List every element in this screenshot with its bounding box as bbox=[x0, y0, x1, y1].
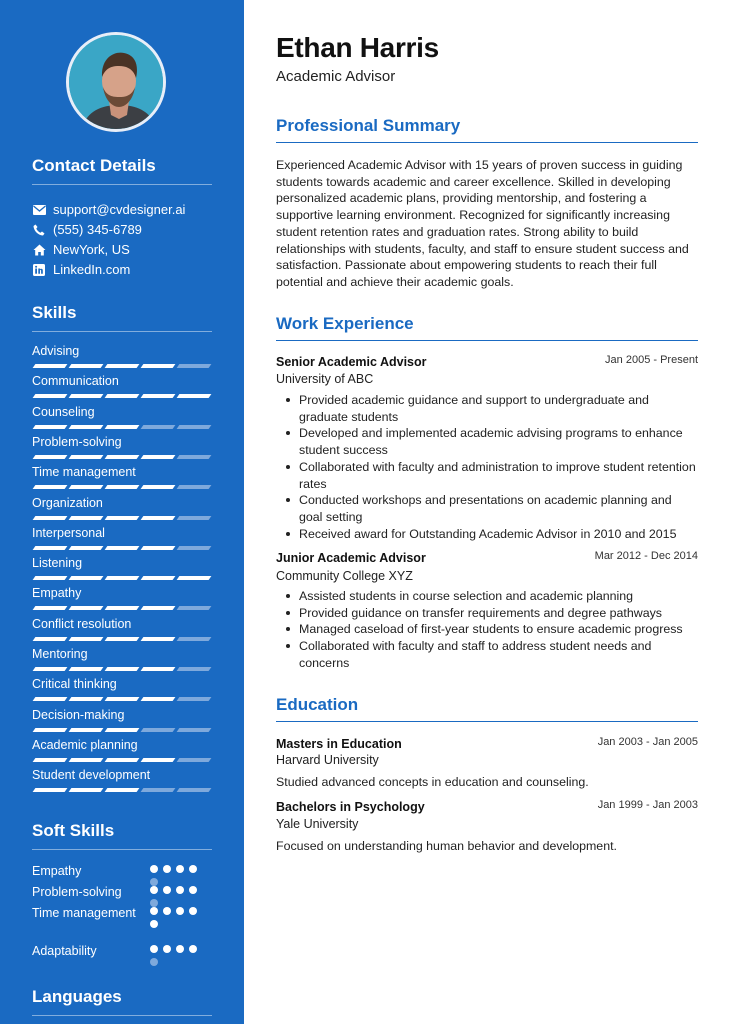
skill-level-segment bbox=[177, 576, 212, 580]
skill-label: Advising bbox=[32, 344, 80, 358]
skill-level-segment bbox=[33, 516, 68, 520]
skill-level-segment bbox=[141, 546, 176, 550]
skill-label: Critical thinking bbox=[32, 677, 117, 692]
rating-dot bbox=[150, 865, 158, 873]
summary-text: Experienced Academic Advisor with 15 years of proven success in guiding students towards academic and career excellence. Skilled in developing personalized academic plans, providing mentorship, and fostering a supportive learning environment. Recognized for significantly increasing student retention rates and graduation rates. Strong ability to build relationships with students, faculty, and staff to ensure student success and satisfaction. Passionate about empowering students to reach their full potential and achieve their academic goals. bbox=[276, 158, 689, 289]
job-title: Senior Academic Advisor bbox=[276, 355, 427, 369]
soft-skill-item bbox=[32, 942, 212, 960]
skill-level-segment bbox=[69, 485, 104, 489]
skill-level-segment bbox=[105, 364, 140, 368]
soft-skill-item bbox=[32, 904, 212, 922]
rating-dot bbox=[189, 886, 197, 894]
skill-level-bar bbox=[33, 606, 214, 610]
skill-level-segment bbox=[33, 485, 68, 489]
skill-item bbox=[32, 768, 212, 792]
skill-level-bar bbox=[33, 637, 214, 641]
skill-level-segment bbox=[33, 425, 68, 429]
skill-level-segment bbox=[105, 728, 140, 732]
school-name: Harvard University bbox=[276, 753, 379, 767]
phone-icon bbox=[32, 223, 46, 237]
job-org: Community College XYZ bbox=[276, 569, 413, 583]
skill-level-segment bbox=[69, 606, 104, 610]
linkedin-icon bbox=[32, 263, 46, 277]
skill-level-bar bbox=[33, 788, 214, 792]
rating-dot bbox=[163, 907, 171, 915]
skill-item bbox=[32, 374, 212, 398]
skill-level-segment bbox=[141, 425, 176, 429]
rating-dot bbox=[150, 907, 158, 915]
skill-level-segment bbox=[69, 576, 104, 580]
skill-level-segment bbox=[69, 546, 104, 550]
skill-level-segment bbox=[141, 576, 176, 580]
rating-dot bbox=[150, 945, 158, 953]
contact-location bbox=[32, 242, 130, 257]
job-dates: Jan 2005 - Present bbox=[605, 354, 698, 366]
languages-heading: Languages bbox=[32, 987, 212, 1016]
list-item: Collaborated with faculty and administration to improve student retention rates bbox=[276, 459, 698, 492]
skill-level-bar bbox=[33, 758, 214, 762]
rating-dot bbox=[176, 907, 184, 915]
skill-level-segment bbox=[177, 394, 212, 398]
skill-level-segment bbox=[105, 394, 140, 398]
skill-level-segment bbox=[105, 485, 140, 489]
skill-level-segment bbox=[33, 576, 68, 580]
skill-level-segment bbox=[33, 667, 68, 671]
skill-level-segment bbox=[177, 516, 212, 520]
job-org: University of ABC bbox=[276, 372, 374, 386]
job-dates: Mar 2012 - Dec 2014 bbox=[594, 550, 698, 562]
skill-level-segment bbox=[105, 758, 140, 762]
skill-level-segment bbox=[141, 788, 176, 792]
skill-item bbox=[32, 586, 212, 610]
list-item: Conducted workshops and presentations on academic planning and goal setting bbox=[276, 492, 698, 525]
skill-level-segment bbox=[33, 788, 68, 792]
home-icon bbox=[32, 243, 46, 257]
rating-dot bbox=[150, 920, 158, 928]
skill-level-bar bbox=[33, 425, 214, 429]
skill-label: Interpersonal bbox=[32, 525, 105, 540]
skill-item bbox=[32, 405, 212, 429]
skill-level-segment bbox=[105, 667, 140, 671]
skill-item bbox=[32, 647, 212, 671]
contact-phone[interactable] bbox=[32, 222, 142, 237]
skill-item bbox=[32, 435, 212, 459]
degree-title: Bachelors in Psychology bbox=[276, 800, 425, 814]
skill-label: Communication bbox=[32, 374, 119, 389]
skill-label: Student development bbox=[32, 768, 151, 783]
skill-level-bar bbox=[33, 697, 214, 701]
rating-dot bbox=[176, 865, 184, 873]
skill-level-segment bbox=[141, 364, 176, 368]
rating-dot bbox=[163, 865, 171, 873]
skill-level-segment bbox=[69, 758, 104, 762]
skill-level-segment bbox=[105, 637, 140, 641]
skill-label: Empathy bbox=[32, 586, 82, 601]
skill-level-segment bbox=[69, 425, 104, 429]
skill-level-bar bbox=[33, 485, 214, 489]
skill-level-segment bbox=[105, 546, 140, 550]
job-bullets bbox=[276, 588, 698, 672]
rating-dot bbox=[150, 958, 158, 966]
soft-skill-label: Problem-solving bbox=[32, 885, 122, 899]
skill-level-segment bbox=[141, 394, 176, 398]
contact-location-text: NewYork, US bbox=[53, 242, 130, 257]
experience-heading: Work Experience bbox=[276, 314, 698, 341]
skill-item bbox=[32, 556, 212, 580]
skill-level-bar bbox=[33, 546, 214, 550]
sidebar bbox=[0, 0, 244, 1024]
skill-level-segment bbox=[141, 455, 176, 459]
skill-level-segment bbox=[177, 485, 212, 489]
skill-level-segment bbox=[69, 394, 104, 398]
list-item: Received award for Outstanding Academic Advisor in 2010 and 2015 bbox=[276, 526, 698, 543]
contact-email[interactable] bbox=[32, 202, 185, 217]
skill-level-segment bbox=[141, 758, 176, 762]
skill-level-segment bbox=[33, 455, 68, 459]
soft-skill-rating bbox=[150, 907, 200, 928]
skill-label: Problem-solving bbox=[32, 434, 122, 449]
skill-level-segment bbox=[69, 455, 104, 459]
skill-level-segment bbox=[141, 516, 176, 520]
skill-item bbox=[32, 344, 212, 368]
skill-level-segment bbox=[33, 728, 68, 732]
skill-label: Listening bbox=[32, 556, 83, 571]
skill-level-segment bbox=[177, 425, 212, 429]
skill-level-bar bbox=[33, 516, 214, 520]
skill-level-segment bbox=[69, 516, 104, 520]
skill-item bbox=[32, 526, 212, 550]
rating-dot bbox=[163, 886, 171, 894]
skill-level-segment bbox=[69, 697, 104, 701]
skill-level-segment bbox=[141, 485, 176, 489]
skill-level-segment bbox=[105, 788, 140, 792]
list-item: Provided academic guidance and support to undergraduate and graduate students bbox=[276, 392, 698, 425]
skill-level-segment bbox=[33, 606, 68, 610]
skill-level-segment bbox=[177, 667, 212, 671]
soft-skill-rating bbox=[150, 945, 200, 966]
skill-level-segment bbox=[69, 788, 104, 792]
skill-level-segment bbox=[105, 455, 140, 459]
skill-item bbox=[32, 617, 212, 641]
skill-item bbox=[32, 738, 212, 762]
skill-level-segment bbox=[177, 788, 212, 792]
avatar bbox=[66, 32, 166, 132]
skill-label: Conflict resolution bbox=[32, 616, 132, 631]
rating-dot bbox=[150, 886, 158, 894]
contact-heading: Contact Details bbox=[32, 156, 212, 185]
profile-photo bbox=[69, 35, 166, 132]
soft-skill-label: Time management bbox=[32, 906, 136, 920]
skill-level-segment bbox=[177, 455, 212, 459]
skill-item bbox=[32, 677, 212, 701]
contact-linkedin[interactable] bbox=[32, 262, 130, 277]
skill-level-segment bbox=[141, 637, 176, 641]
skill-level-segment bbox=[177, 637, 212, 641]
degree-title: Masters in Education bbox=[276, 737, 402, 751]
skill-label: Academic planning bbox=[32, 737, 138, 752]
rating-dot bbox=[163, 945, 171, 953]
skill-label: Organization bbox=[32, 495, 103, 510]
skill-level-segment bbox=[141, 606, 176, 610]
skill-label: Time management bbox=[32, 465, 136, 480]
skill-level-segment bbox=[33, 697, 68, 701]
skill-item bbox=[32, 496, 212, 520]
school-name: Yale University bbox=[276, 817, 359, 831]
candidate-name: Ethan Harris bbox=[276, 32, 439, 63]
skill-level-segment bbox=[33, 364, 68, 368]
skill-level-segment bbox=[177, 364, 212, 368]
skill-label: Mentoring bbox=[32, 647, 88, 661]
list-item: Managed caseload of first-year students to ensure academic progress bbox=[276, 621, 698, 638]
skill-level-segment bbox=[105, 606, 140, 610]
skill-level-bar bbox=[33, 394, 214, 398]
degree-desc: Studied advanced concepts in education and counseling. bbox=[276, 775, 589, 789]
skill-level-segment bbox=[33, 637, 68, 641]
skill-item bbox=[32, 708, 212, 732]
candidate-role: Academic Advisor bbox=[276, 68, 396, 85]
summary-heading: Professional Summary bbox=[276, 116, 698, 143]
skill-label: Counseling bbox=[32, 404, 95, 419]
rating-dot bbox=[189, 907, 197, 915]
rating-dot bbox=[176, 886, 184, 894]
degree-desc: Focused on understanding human behavior and development. bbox=[276, 839, 617, 853]
skill-level-segment bbox=[177, 697, 212, 701]
skill-level-segment bbox=[33, 758, 68, 762]
contact-phone-text: (555) 345-6789 bbox=[53, 222, 142, 237]
skill-level-bar bbox=[33, 364, 214, 368]
skill-item bbox=[32, 465, 212, 489]
contact-email-text: support@cvdesigner.ai bbox=[53, 202, 186, 217]
skill-level-segment bbox=[33, 394, 68, 398]
skill-level-segment bbox=[177, 606, 212, 610]
skill-level-bar bbox=[33, 455, 214, 459]
list-item: Assisted students in course selection and academic planning bbox=[276, 588, 698, 605]
degree-dates: Jan 1999 - Jan 2003 bbox=[597, 799, 698, 811]
rating-dot bbox=[176, 945, 184, 953]
rating-dot bbox=[189, 865, 197, 873]
education-heading: Education bbox=[276, 695, 698, 722]
skill-level-segment bbox=[141, 697, 176, 701]
skill-level-bar bbox=[33, 576, 214, 580]
skill-level-segment bbox=[69, 667, 104, 671]
contact-linkedin-text: LinkedIn.com bbox=[53, 262, 131, 277]
rating-dot bbox=[189, 945, 197, 953]
skill-level-bar bbox=[33, 728, 214, 732]
list-item: Developed and implemented academic advising programs to enhance student success bbox=[276, 425, 698, 458]
skill-level-segment bbox=[177, 728, 212, 732]
list-item: Collaborated with faculty and staff to address student needs and concerns bbox=[276, 638, 698, 671]
soft-skill-label: Empathy bbox=[32, 864, 82, 878]
skill-level-segment bbox=[141, 667, 176, 671]
soft-skill-item bbox=[32, 862, 212, 880]
soft-skill-label: Adaptability bbox=[32, 944, 97, 958]
skill-level-bar bbox=[33, 667, 214, 671]
skill-level-segment bbox=[105, 576, 140, 580]
skill-label: Decision-making bbox=[32, 707, 125, 722]
list-item: Provided guidance on transfer requirements and degree pathways bbox=[276, 605, 698, 622]
skill-level-segment bbox=[177, 758, 212, 762]
soft-skill-item bbox=[32, 883, 212, 901]
envelope-icon bbox=[32, 203, 46, 217]
skill-level-segment bbox=[105, 516, 140, 520]
skill-level-segment bbox=[69, 637, 104, 641]
skill-level-segment bbox=[69, 364, 104, 368]
skill-level-segment bbox=[33, 546, 68, 550]
soft-skills-heading: Soft Skills bbox=[32, 821, 212, 850]
skill-level-segment bbox=[69, 728, 104, 732]
skills-heading: Skills bbox=[32, 303, 212, 332]
skill-level-segment bbox=[105, 425, 140, 429]
skill-level-segment bbox=[141, 728, 176, 732]
degree-dates: Jan 2003 - Jan 2005 bbox=[597, 736, 698, 748]
skill-level-segment bbox=[177, 546, 212, 550]
skill-level-segment bbox=[105, 697, 140, 701]
job-bullets bbox=[276, 392, 698, 542]
job-title: Junior Academic Advisor bbox=[276, 551, 426, 565]
